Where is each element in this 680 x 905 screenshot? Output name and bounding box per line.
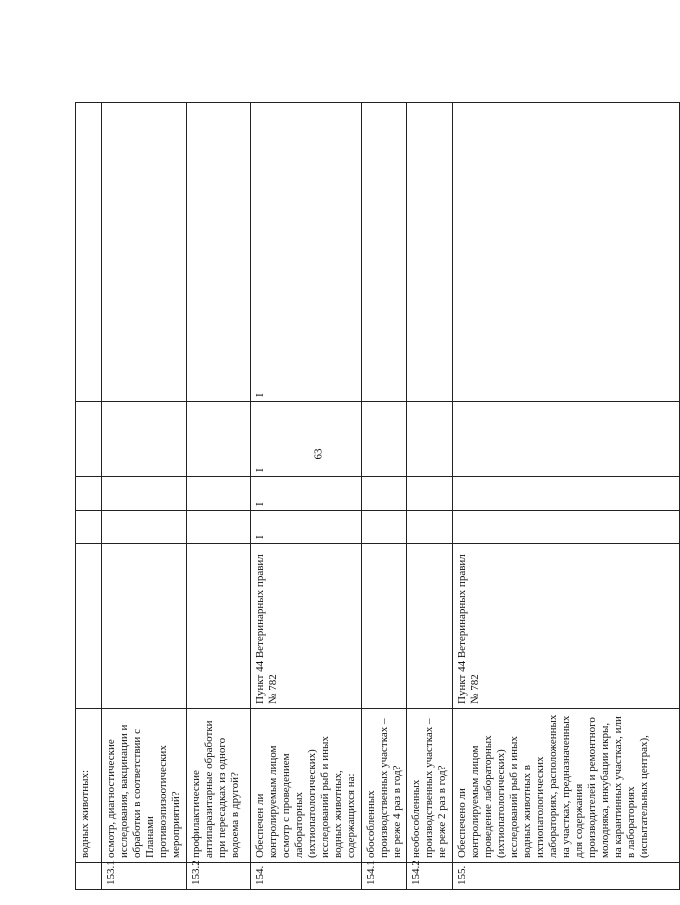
legal-reference: Пункт 44 Ветеринарных правил № 782: [250, 544, 361, 709]
row-number: 154.1: [361, 863, 407, 890]
legal-reference: [361, 544, 407, 709]
answer-cell: [186, 511, 250, 544]
answer-cell: [102, 511, 187, 544]
comment-cell: [453, 103, 680, 402]
table-row: [102, 103, 187, 890]
comment-cell: [76, 103, 102, 402]
table-row: [76, 103, 102, 890]
answer-cell: [102, 402, 187, 477]
answer-cell: [453, 402, 680, 477]
table-row: [361, 103, 407, 890]
legal-reference: Пункт 44 Ветеринарных правил № 782: [453, 544, 680, 709]
legal-reference: [102, 544, 187, 709]
answer-cell: I: [250, 477, 361, 511]
checklist-table-rotated: [75, 103, 650, 890]
row-number: [76, 863, 102, 890]
question-text: Обеспечен ли контролируемым лицом осмотр с проведением лабораторных (ихтиопатологических) исследований рыб и иных водных животных, содержащихся на:: [250, 709, 361, 863]
answer-cell: [102, 477, 187, 511]
table-row: [407, 103, 453, 890]
answer-cell: [76, 402, 102, 477]
comment-cell: [407, 103, 453, 402]
row-number: 154.2: [407, 863, 453, 890]
question-text: обособленных производственных участках – не реже 4 раз в год?: [361, 709, 407, 863]
answer-cell: I: [250, 511, 361, 544]
answer-cell: [453, 477, 680, 511]
question-text: необособленных производственных участках – не реже 2 раз в год?: [407, 709, 453, 863]
legal-reference: [186, 544, 250, 709]
answer-cell: [453, 511, 680, 544]
comment-cell: [186, 103, 250, 402]
answer-cell: [76, 511, 102, 544]
question-text: водных животных:: [76, 709, 102, 863]
legal-reference: [76, 544, 102, 709]
answer-cell: [186, 402, 250, 477]
answer-cell: [361, 477, 407, 511]
row-number: 154.: [250, 863, 361, 890]
answer-cell: [361, 511, 407, 544]
comment-cell: [361, 103, 407, 402]
answer-cell: [407, 477, 453, 511]
table-row: [186, 103, 250, 890]
question-text: Обеспечено ли контролируемым лицом проведение лабораторных (ихтиопатологических) исследований рыб и иных водных животных в ихтиопатологических лабораториях, расположенных на участках, предназначенных для содержания производителей и ремонтного молодняка, инкубации икры, на карантинных участках, или в лабораториях (испытательных центрах),: [453, 709, 680, 863]
table-row: [250, 103, 361, 890]
question-text: осмотр, диагностические исследования, вакцинации и обработки в соответствии с Планами противоэпизоотических мероприятий?: [102, 709, 187, 863]
answer-cell: [407, 402, 453, 477]
answer-cell: [361, 402, 407, 477]
answer-cell: [186, 477, 250, 511]
answer-cell: [407, 511, 453, 544]
answer-cell: I: [250, 402, 361, 477]
legal-reference: [407, 544, 453, 709]
row-number: 155.: [453, 863, 680, 890]
table-row: [453, 103, 680, 890]
comment-cell: I: [250, 103, 361, 402]
question-text: профилактические антипаразитарные обработки при пересадках из одного водоема в другой?: [186, 709, 250, 863]
row-number: 153.1: [102, 863, 187, 890]
page-number: 63: [312, 448, 325, 460]
row-number: 153.2: [186, 863, 250, 890]
comment-cell: [102, 103, 187, 402]
answer-cell: [76, 477, 102, 511]
checklist-table: [75, 102, 680, 890]
